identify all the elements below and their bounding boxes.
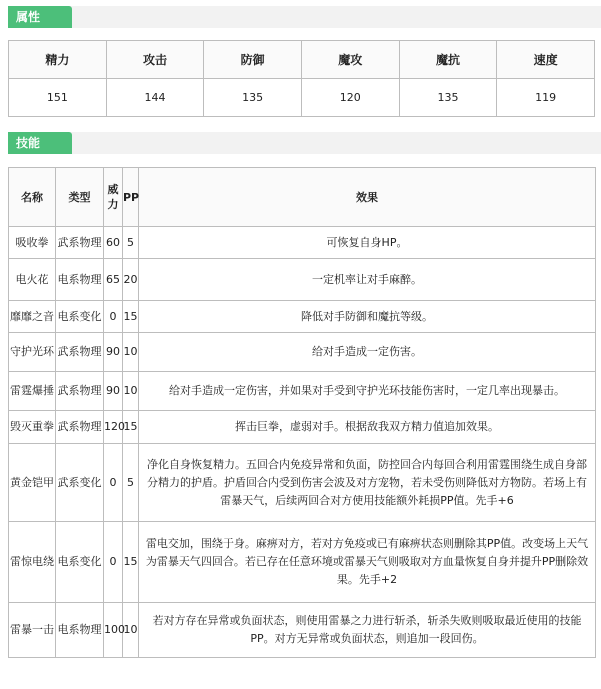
skill-pp: 15 xyxy=(123,411,139,444)
skill-effect: 给对手造成一定伤害，并如果对手受到守护光环技能伤害时，一定几率出现暴击。 xyxy=(139,372,596,411)
attr-value-defense: 135 xyxy=(204,79,302,117)
attr-value-magic-defense: 135 xyxy=(399,79,497,117)
table-row xyxy=(9,603,596,658)
skill-effect: 若对方存在异常或负面状态，则使用雷暴之力进行斩杀，斩杀失败则吸取最近使用的技能PP。对方无异常或负面状态，则追加一段回伤。 xyxy=(139,603,596,658)
skill-power: 120 xyxy=(104,411,123,444)
skill-name: 毁灭重拳 xyxy=(9,411,56,444)
skills-header-power: 威力 xyxy=(104,168,123,227)
skill-type: 武系变化 xyxy=(56,444,104,522)
table-row xyxy=(9,259,596,301)
attributes-section-bar xyxy=(8,6,601,28)
skills-header-pp: PP xyxy=(123,168,139,227)
skill-pp: 10 xyxy=(123,372,139,411)
skill-type: 武系物理 xyxy=(56,411,104,444)
skill-name: 靡靡之音 xyxy=(9,301,56,333)
skills-header-effect: 效果 xyxy=(139,168,596,227)
skill-pp: 15 xyxy=(123,522,139,603)
skill-effect: 可恢复自身HP。 xyxy=(139,227,596,259)
skill-power: 90 xyxy=(104,333,123,372)
attr-header-defense: 防御 xyxy=(204,41,302,79)
skill-name: 电火花 xyxy=(9,259,56,301)
table-row xyxy=(9,411,596,444)
attr-header-attack: 攻击 xyxy=(106,41,204,79)
skill-power: 60 xyxy=(104,227,123,259)
skill-type: 武系物理 xyxy=(56,227,104,259)
skill-type: 电系物理 xyxy=(56,259,104,301)
skill-pp: 10 xyxy=(123,603,139,658)
skill-name: 雷霆爆捶 xyxy=(9,372,56,411)
skills-header-row xyxy=(9,168,596,227)
skill-name: 黄金铠甲 xyxy=(9,444,56,522)
attributes-value-row xyxy=(9,79,595,117)
skill-power: 0 xyxy=(104,522,123,603)
skills-header-name: 名称 xyxy=(9,168,56,227)
table-row xyxy=(9,372,596,411)
table-row xyxy=(9,301,596,333)
skill-type: 武系物理 xyxy=(56,372,104,411)
skill-pp: 5 xyxy=(123,444,139,522)
skill-power: 0 xyxy=(104,444,123,522)
skill-effect: 净化自身恢复精力。五回合内免疫异常和负面，防控回合内每回合利用雷霆围绕生成自身部分精力的护盾。护盾回合内受到伤害会波及对方宠物，若未受伤则降低对方物防。若场上有雷暴天气，后续两回合对方使用技能额外耗损PP值。先手+6 xyxy=(139,444,596,522)
skills-header-type: 类型 xyxy=(56,168,104,227)
skills-section-bar xyxy=(8,132,601,154)
attr-header-magic-attack: 魔攻 xyxy=(301,41,399,79)
table-row xyxy=(9,444,596,522)
table-row xyxy=(9,522,596,603)
attributes-section-title: 属性 xyxy=(8,6,72,28)
skill-power: 90 xyxy=(104,372,123,411)
skill-name: 守护光环 xyxy=(9,333,56,372)
table-row xyxy=(9,227,596,259)
attr-header-hp: 精力 xyxy=(9,41,107,79)
skills-table xyxy=(8,167,596,658)
skill-power: 0 xyxy=(104,301,123,333)
skill-name: 雷暴一击 xyxy=(9,603,56,658)
skill-power: 65 xyxy=(104,259,123,301)
skill-pp: 20 xyxy=(123,259,139,301)
attr-value-attack: 144 xyxy=(106,79,204,117)
skill-type: 电系物理 xyxy=(56,603,104,658)
attr-header-speed: 速度 xyxy=(497,41,595,79)
skill-type: 电系变化 xyxy=(56,522,104,603)
skill-name: 吸收拳 xyxy=(9,227,56,259)
skill-type: 武系物理 xyxy=(56,333,104,372)
skill-effect: 挥击巨拳，虚弱对手。根据敌我双方精力值追加效果。 xyxy=(139,411,596,444)
skill-power: 100 xyxy=(104,603,123,658)
table-row xyxy=(9,333,596,372)
skill-pp: 15 xyxy=(123,301,139,333)
attributes-table xyxy=(8,40,595,117)
skill-effect: 一定机率让对手麻醉。 xyxy=(139,259,596,301)
attr-value-speed: 119 xyxy=(497,79,595,117)
attributes-header-row xyxy=(9,41,595,79)
attr-value-magic-attack: 120 xyxy=(301,79,399,117)
skill-pp: 5 xyxy=(123,227,139,259)
skill-effect: 雷电交加，围绕于身。麻痹对方，若对方免疫或已有麻痹状态则删除其PP值。改变场上天气为雷暴天气四回合。若已存在任意环境或雷暴天气则吸取对方血量恢复自身并提升PP删除效果。先手+2 xyxy=(139,522,596,603)
skill-effect: 降低对手防御和魔抗等级。 xyxy=(139,301,596,333)
skill-effect: 给对手造成一定伤害。 xyxy=(139,333,596,372)
attr-header-magic-defense: 魔抗 xyxy=(399,41,497,79)
skill-type: 电系变化 xyxy=(56,301,104,333)
skill-name: 雷惊电绕 xyxy=(9,522,56,603)
attr-value-hp: 151 xyxy=(9,79,107,117)
skills-section-title: 技能 xyxy=(8,132,72,154)
skill-pp: 10 xyxy=(123,333,139,372)
